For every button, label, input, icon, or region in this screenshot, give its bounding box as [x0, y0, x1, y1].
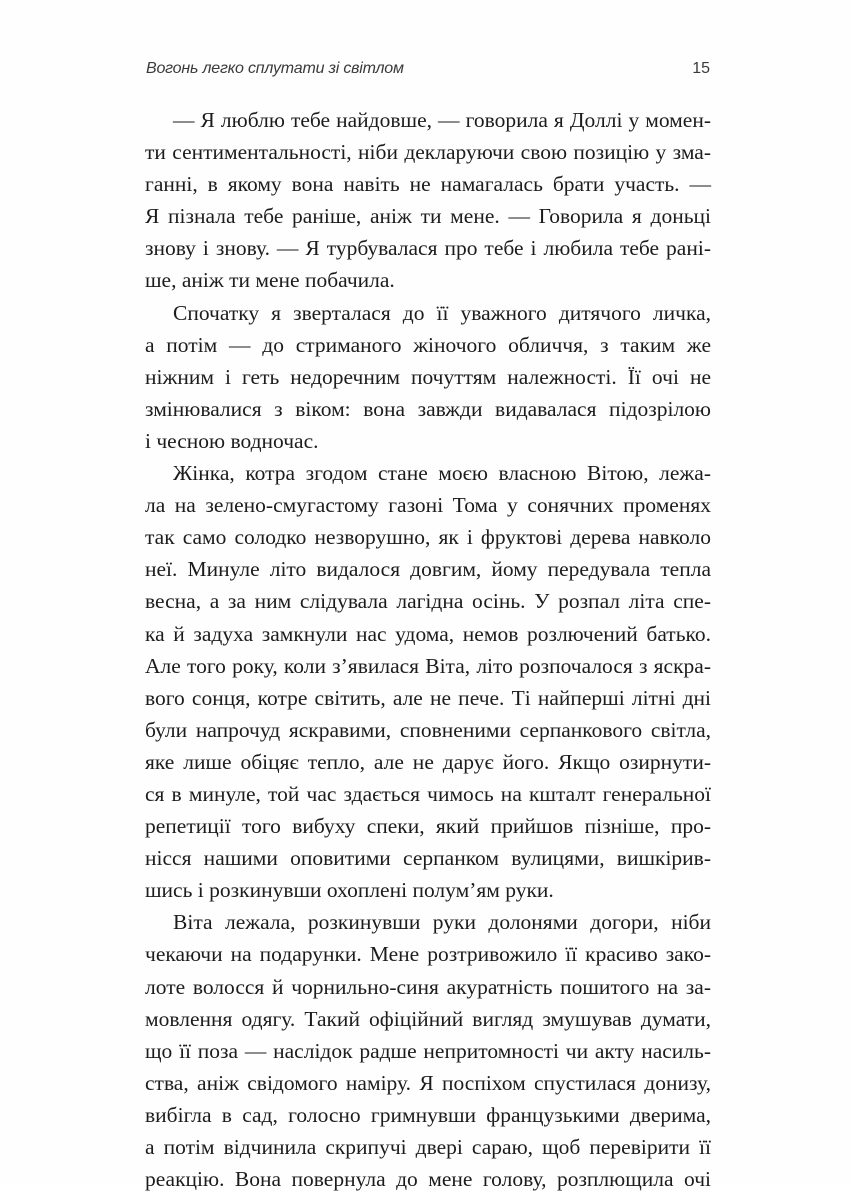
text-line: і чесною водночас.	[145, 428, 319, 453]
text-line: ся в минуле, той час здається чимось на кшталт генеральної	[145, 781, 711, 806]
text-line: репетиції того вибуху спеки, який прийшов пізніше, про-	[145, 814, 711, 839]
text-line: ла на зелено-смугастому газоні Тома у сонячних променях	[145, 493, 711, 518]
text-line: неї. Минуле літо видалося довгим, йому передувала тепла	[145, 557, 711, 582]
text-line: шись і розкинувши охоплені полум’ям руки.	[145, 878, 554, 903]
text-line: змінювалися з віком: вона завжди видавалася підозрілою	[145, 396, 711, 421]
text-line: мовлення одягу. Такий офіційний вигляд змушував думати,	[145, 1006, 711, 1031]
text-line: знову і знову. — Я турбувалася про тебе і любила тебе рані-	[145, 236, 711, 261]
text-line: чекаючи на подарунки. Мене розтривожило її красиво зако-	[145, 942, 711, 967]
body-text	[145, 104, 711, 1195]
text-line: ка й задуха замкнули нас удома, немов розлючений батько.	[145, 621, 711, 646]
text-line: вибігла в сад, голосно гримнувши французькими дверима,	[145, 1102, 711, 1127]
text-line: яке лише обіцяє тепло, але не дарує його. Якщо озирнути-	[145, 749, 711, 774]
text-line: Я пізнала тебе раніше, аніж ти мене. — Говорила я доньці	[145, 204, 711, 229]
text-line: Жінка, котра згодом стане моєю власною Вітою, лежа-	[173, 461, 711, 486]
text-line: Віта лежала, розкинувши руки долонями догори, ніби	[173, 910, 711, 935]
text-line: ше, аніж ти мене побачила.	[145, 268, 395, 293]
text-line: лоте волосся й чорнильно-синя акуратність пошитого на за-	[145, 974, 711, 999]
text-line: а потім — до стриманого жіночого обличчя, з таким же	[145, 332, 711, 357]
text-line: весна, а за ним слідувала лагідна осінь. У розпал літа спе-	[145, 589, 711, 614]
text-line: ганні, в якому вона навіть не намагалась брати участь. —	[145, 172, 711, 197]
text-line: ти сентиментальності, ніби декларуючи свою позицію у зма-	[145, 140, 711, 165]
text-line: так само солодко незворушно, як і фруктові дерева навколо	[145, 525, 711, 550]
text-line: — Я люблю тебе найдовше, — говорила я Доллі у момен-	[173, 108, 711, 132]
text-line: а потім відчинила скрипучі двері сараю, щоб перевірити її	[145, 1135, 711, 1159]
text-line: реакцію. Вона повернула до мене голову, розплющила очі	[145, 1167, 711, 1192]
text-line: ніжним і геть недоречним почуттям належності. Її очі не	[145, 364, 711, 389]
text-line: що її поза — наслідок радше непритомності чи акту насиль-	[145, 1038, 711, 1063]
text-line: вого сонця, котре світить, але не пече. Ті найперші літні дні	[145, 685, 711, 710]
page-number: 15	[692, 60, 710, 77]
running-title: Вогонь легко сплутати зі світлом	[146, 60, 404, 77]
text-line: Спочатку я зверталася до її уважного дитячого личка,	[173, 300, 711, 325]
text-line: були напрочуд яскравими, сповненими серпанкового світла,	[145, 717, 711, 742]
text-line: Але того року, коли з’явилася Віта, літо розпочалося з яскра-	[145, 653, 711, 678]
text-line: ства, аніж свідомого наміру. Я поспіхом спустилася донизу,	[145, 1070, 711, 1095]
text-line: нісся нашими оповитими серпанком вулицями, вишкірив-	[145, 846, 711, 871]
